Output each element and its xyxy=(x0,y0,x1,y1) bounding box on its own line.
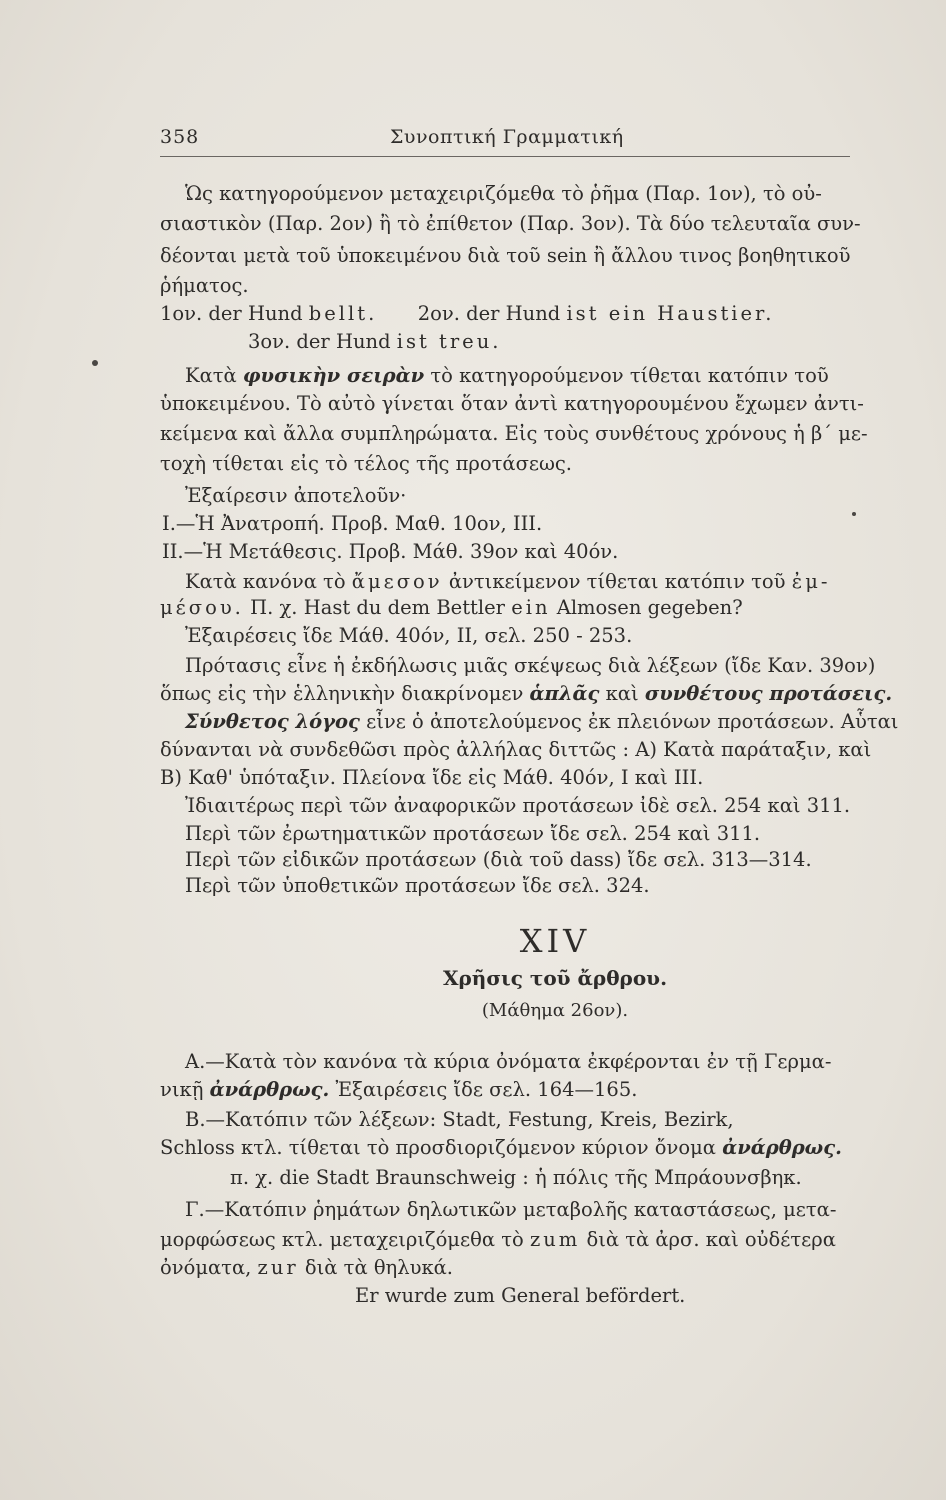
text-span: Schloss κτλ. τίθεται τὸ προσδιοριζόμενον κύριον ὄνομα xyxy=(160,1136,716,1159)
text-span-spaced: ἄμεσον xyxy=(351,570,443,593)
emphasis-span: ἁπλᾶς xyxy=(529,682,600,705)
text-line: Ὡς κατηγορούμενον μεταχειριζόμεθα τὸ ῥῆμα (Παρ. 1ον), τὸ οὐ- xyxy=(185,182,822,205)
text-line: δύνανται νὰ συνδεθῶσι πρὸς ἀλλήλας διττῶς : A) Κατὰ παράταξιν, καὶ xyxy=(160,738,872,761)
text-span: τὸ κατηγορούμενον τίθεται κατόπιν τοῦ xyxy=(430,364,829,387)
text-span: 2ον. der Hund xyxy=(417,302,561,325)
text-span-spaced: ein xyxy=(511,596,551,619)
text-line xyxy=(185,568,830,595)
text-span: Κατὰ κανόνα τὸ xyxy=(185,570,346,593)
text-span: καὶ xyxy=(605,682,639,705)
text-line xyxy=(185,362,829,389)
emphasis-span: ἀνάρθρως. xyxy=(722,1136,842,1159)
text-span: εἶνε ὁ ἀποτελούμενος ἐκ πλειόνων προτάσεων. Αὗται xyxy=(366,710,899,733)
text-span: ὅπως εἰς τὴν ἑλληνικὴν διακρίνομεν xyxy=(160,682,524,705)
text-span: διὰ τὰ ἀρσ. καὶ οὐδέτερα xyxy=(586,1228,836,1251)
text-line: A.—Κατὰ τὸν κανόνα τὰ κύρια ὀνόματα ἐκφέρονται ἐν τῇ Γερμα- xyxy=(185,1050,832,1073)
text-line: Ἐξαιρέσεις ἴδε Μάθ. 40όν, II, σελ. 250 - 253. xyxy=(185,624,633,647)
chapter-title: Χρῆσις τοῦ ἄρθρου. xyxy=(442,966,668,990)
text-span: 3ον. der Hund xyxy=(248,330,391,353)
emphasis-span: Σύνθετος λόγος xyxy=(185,710,360,733)
text-line: B) Καθ' ὑπόταξιν. Πλείονα ἴδε εἰς Μάθ. 40όν, I καὶ III. xyxy=(160,766,704,789)
text-span-spaced: bellt. xyxy=(308,302,378,325)
page-header xyxy=(160,126,850,157)
text-line: δέονται μετὰ τοῦ ὑποκειμένου διὰ τοῦ sein ἢ ἄλλου τινος βοηθητικοῦ xyxy=(160,244,851,267)
example-line xyxy=(248,328,501,355)
text-span: μορφώσεως κτλ. μεταχειριζόμεθα τὸ xyxy=(160,1228,524,1251)
example-line xyxy=(160,300,774,327)
text-line: B.—Κατόπιν τῶν λέξεων: Stadt, Festung, Kreis, Bezirk, xyxy=(185,1108,734,1131)
text-line: Er wurde zum General befördert. xyxy=(355,1284,686,1307)
text-line: Περὶ τῶν ὑποθετικῶν προτάσεων ἴδε σελ. 324. xyxy=(185,874,650,897)
text-span-spaced: ist treu. xyxy=(396,330,502,353)
text-line: π. χ. die Stadt Braunschweig : ἡ πόλις τῆς Μπράουνσβηκ. xyxy=(230,1166,802,1189)
text-line xyxy=(160,1076,637,1103)
text-span: ὀνόματα, xyxy=(160,1256,252,1279)
text-span: Ἐξαιρέσεις ἴδε σελ. 164—165. xyxy=(335,1078,638,1101)
text-line: Γ.—Κατόπιν ῥημάτων δηλωτικῶν μεταβολῆς καταστάσεως, μετα- xyxy=(185,1198,837,1221)
text-span-spaced: μέσου. xyxy=(160,596,244,619)
text-line: τοχὴ τίθεται εἰς τὸ τέλος τῆς προτάσεως. xyxy=(160,452,573,475)
text-line: σιαστικὸν (Παρ. 2ον) ἢ τὸ ἐπίθετον (Παρ. 3ον). Τὰ δύο τελευταῖα συν- xyxy=(160,212,861,235)
text-span: νικῇ xyxy=(160,1078,204,1101)
text-span: Κατὰ xyxy=(185,364,237,387)
text-line xyxy=(160,1254,453,1281)
text-line xyxy=(160,680,892,707)
emphasis-span: ἀνάρθρως. xyxy=(209,1078,330,1101)
text-span: ἀντικείμενον τίθεται κατόπιν τοῦ xyxy=(448,570,786,593)
text-line: I.—Ἡ Ἀνατροπή. Προβ. Μαθ. 10ον, III. xyxy=(162,512,543,535)
text-line xyxy=(160,1134,842,1161)
text-line xyxy=(185,708,898,735)
running-title: Συνοπτική Γραμματική xyxy=(390,126,624,148)
text-span-spaced: zur xyxy=(257,1256,299,1279)
text-line: Περὶ τῶν εἰδικῶν προτάσεων (διὰ τοῦ dass) ἴδε σελ. 313—314. xyxy=(185,848,812,871)
chapter-number: XIV xyxy=(519,922,591,960)
emphasis-span: συνθέτους προτάσεις. xyxy=(644,682,893,705)
ink-spot xyxy=(92,360,98,366)
page-number: 358 xyxy=(160,126,200,148)
text-line: Ἰδιαιτέρως περὶ τῶν ἀναφορικῶν προτάσεων ἰδὲ σελ. 254 καὶ 311. xyxy=(185,794,851,817)
emphasis-span: φυσικὴν σειρὰν xyxy=(242,364,425,387)
text-span-spaced: ist ein Haustier. xyxy=(566,302,775,325)
text-line: ὑποκειμένου. Τὸ αὐτὸ γίνεται ὅταν ἀντὶ κατηγορουμένου ἔχωμεν ἀντι- xyxy=(160,392,864,415)
text-line: II.—Ἡ Μετάθεσις. Προβ. Μάθ. 39ον καὶ 40όν. xyxy=(162,540,619,563)
text-line: ῥήματος. xyxy=(160,274,249,297)
text-line: κείμενα καὶ ἄλλα συμπληρώματα. Εἰς τοὺς συνθέτους χρόνους ἡ β΄ με- xyxy=(160,422,868,445)
text-line xyxy=(160,594,743,621)
text-span: Π. χ. Hast du dem Bettler xyxy=(250,596,505,619)
chapter-lesson: (Μάθημα 26ον). xyxy=(481,1000,629,1021)
text-line: Περὶ τῶν ἐρωτηματικῶν προτάσεων ἴδε σελ. 254 καὶ 311. xyxy=(185,822,761,845)
text-line: Ἐξαίρεσιν ἀποτελοῦν· xyxy=(185,484,407,507)
text-span: 1ον. der Hund xyxy=(160,302,303,325)
text-line: Πρότασις εἶνε ἡ ἐκδήλωσις μιᾶς σκέψεως διὰ λέξεων (ἴδε Καν. 39ον) xyxy=(185,654,876,677)
ink-spot xyxy=(852,512,856,516)
text-span-spaced: zum xyxy=(529,1228,581,1251)
text-span: Almosen gegeben? xyxy=(556,596,743,619)
text-span-spaced: ἐμ- xyxy=(791,570,831,593)
text-span: διὰ τὰ θηλυκά. xyxy=(304,1256,454,1279)
text-line xyxy=(160,1226,836,1253)
